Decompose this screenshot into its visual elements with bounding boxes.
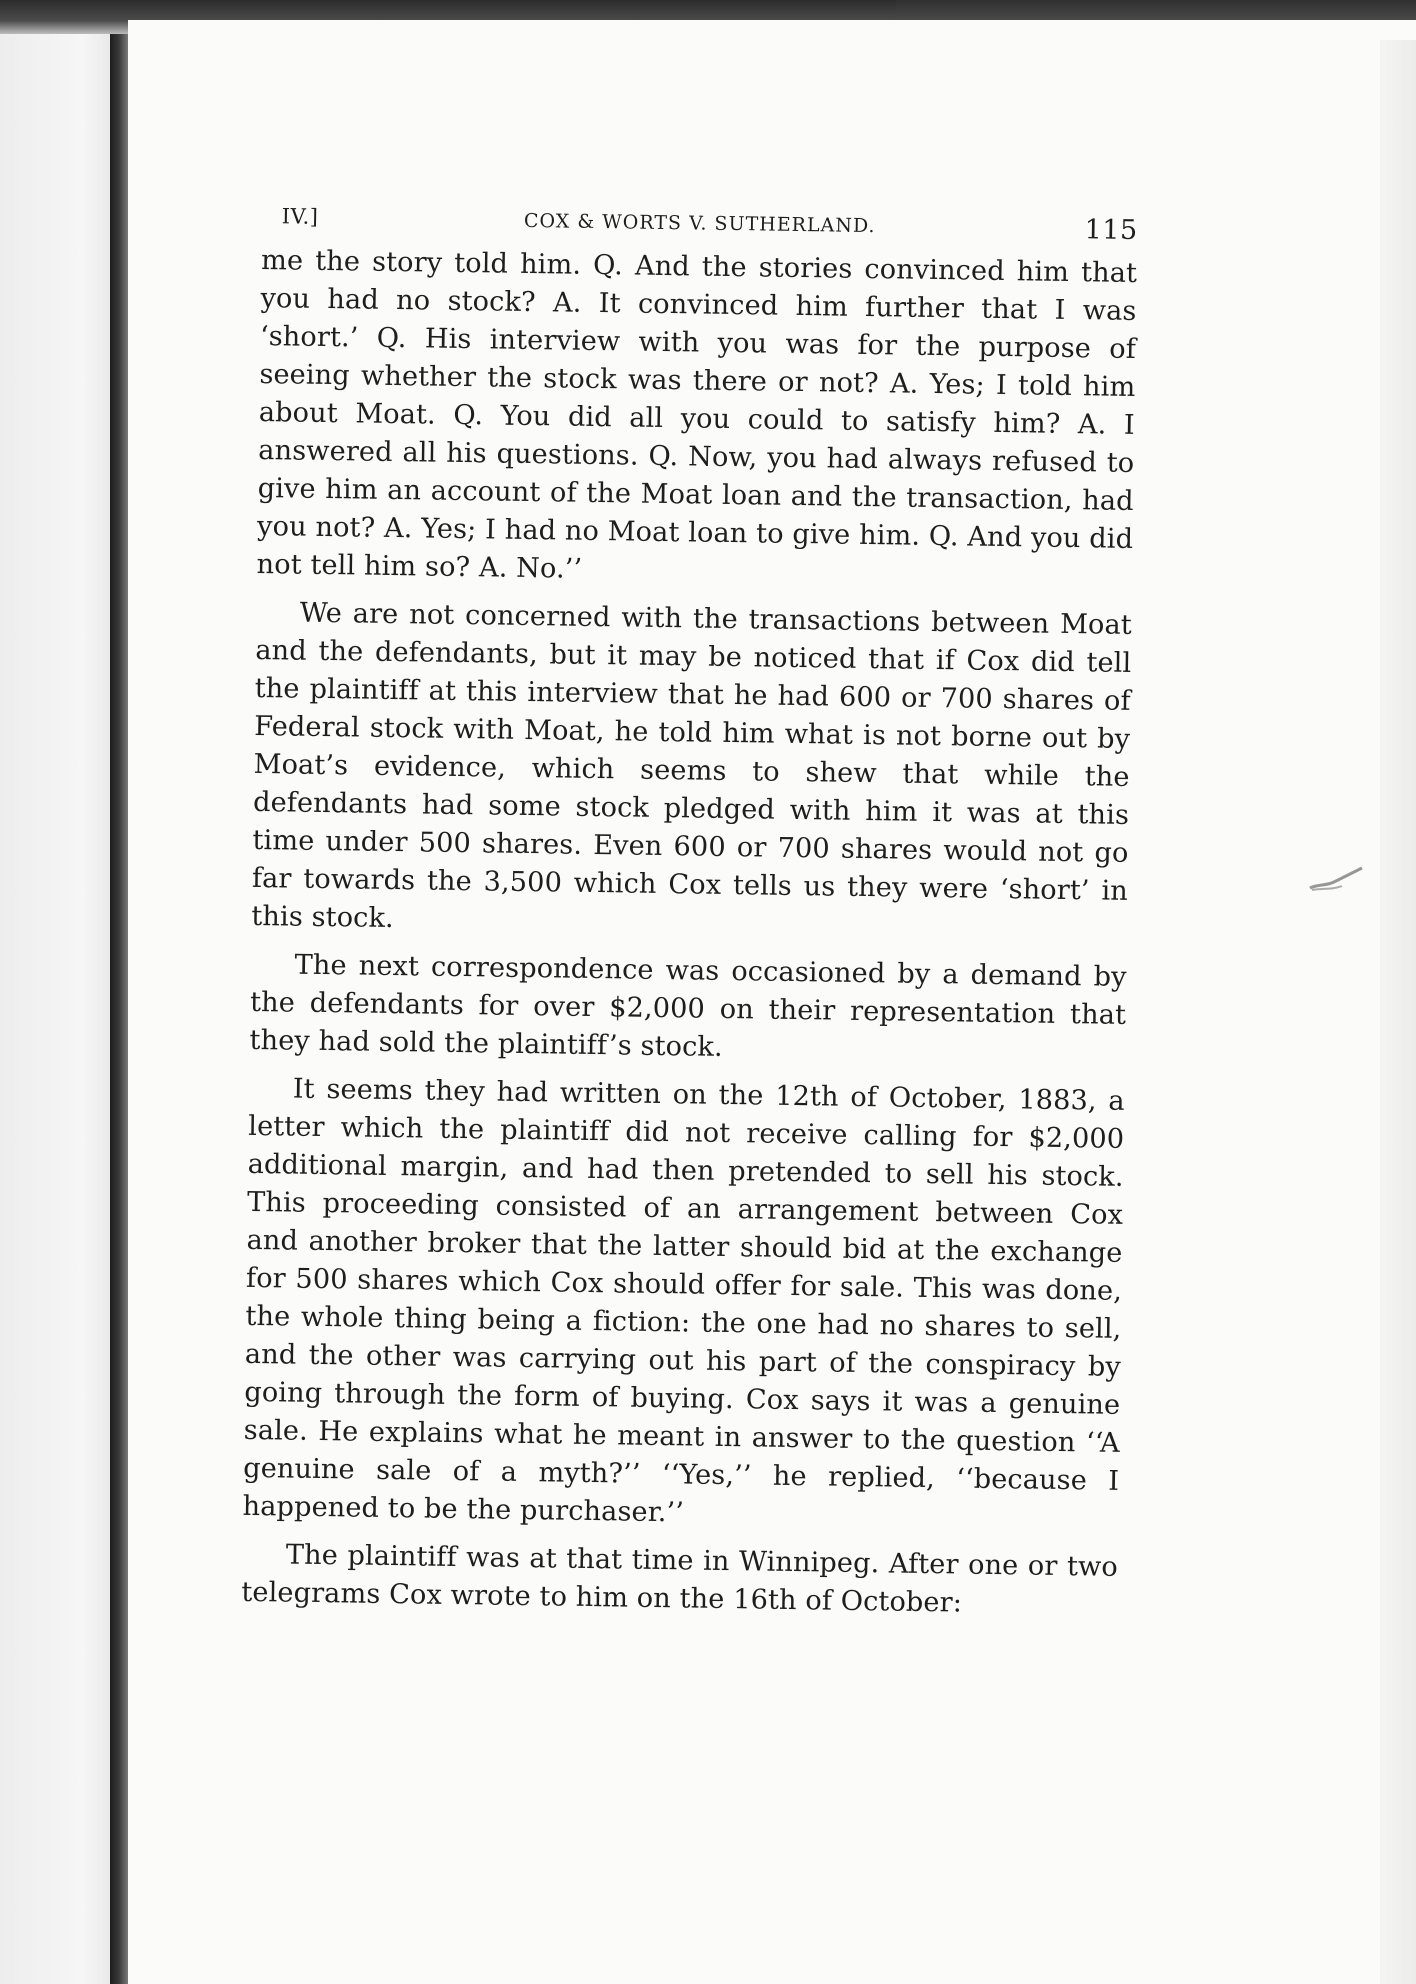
paragraph: The next correspondence was occasioned by a demand by the defendants for over $2,000 on their representation that they had sold the plaintiff’s stock. [249, 949, 1127, 1063]
page-right-edge [1380, 40, 1416, 1984]
page-number: 115 [1084, 214, 1138, 246]
page-text [241, 202, 1138, 1625]
paragraph: The plaintiff was at that time in Winnipeg. After one or two telegrams Cox wrote to him on the 16th of October: [241, 1539, 1119, 1619]
paragraph: It seems they had written on the 12th of October, 1883, a letter which the plaintiff did not receive calling for $2,000 additional margin, and had then pretended to sell his stock. This proceeding consisted of an arrangement between Cox and another broker that the latter should bid at the exchange for 500 shares which Cox should offer for sale. This was done, the whole thing being a fiction: the one had no shares to sell, and the other was carrying out his part of the conspiracy by going through the form of buying. Cox says it was a genuine sale. He explains what he meant in answer to the question ‘‘A genuine sale of a myth?’’ ‘‘Yes,’’ he replied, ‘‘because I happened to be the purchaser.’’ [242, 1073, 1125, 1529]
paragraph-continued: me the story told him. Q. And the stories convinced him that you had no stock? A. It convinced him further that I was ‘short.’ Q. His interview with you was for the purpose of seeing whether the stock was there or not? A. Yes; I told him about Moat. Q. You did all you could to satisfy him? A. I answered all his questions. Q. Now, you had always refused to give him an account of the Moat loan and the transaction, had you not? A. Yes; I had no Moat loan to give him. Q. And you did not tell him so? A. No.’’ [256, 244, 1138, 585]
book-spine [110, 10, 128, 1984]
bleed-through-mark [1308, 866, 1364, 892]
running-title: COX & WORTS V. SUTHERLAND. [523, 209, 876, 238]
chapter-marker: IV.] [281, 204, 319, 229]
paragraph: We are not concerned with the transactions between Moat and the defendants, but it may be noticed that if Cox did tell the plaintiff at this interview that he had 600 or 700 shares of Federal stock with Moat, he told him what is not borne out by Moat’s evidence, which seems to shew that while the defendants had some stock pledged with him it was at this time under 500 shares. Even 600 or 700 shares would not go far towards the 3,500 which Cox tells us they were ‘short’ in this stock. [251, 597, 1133, 935]
facing-page-edge [0, 24, 118, 1984]
